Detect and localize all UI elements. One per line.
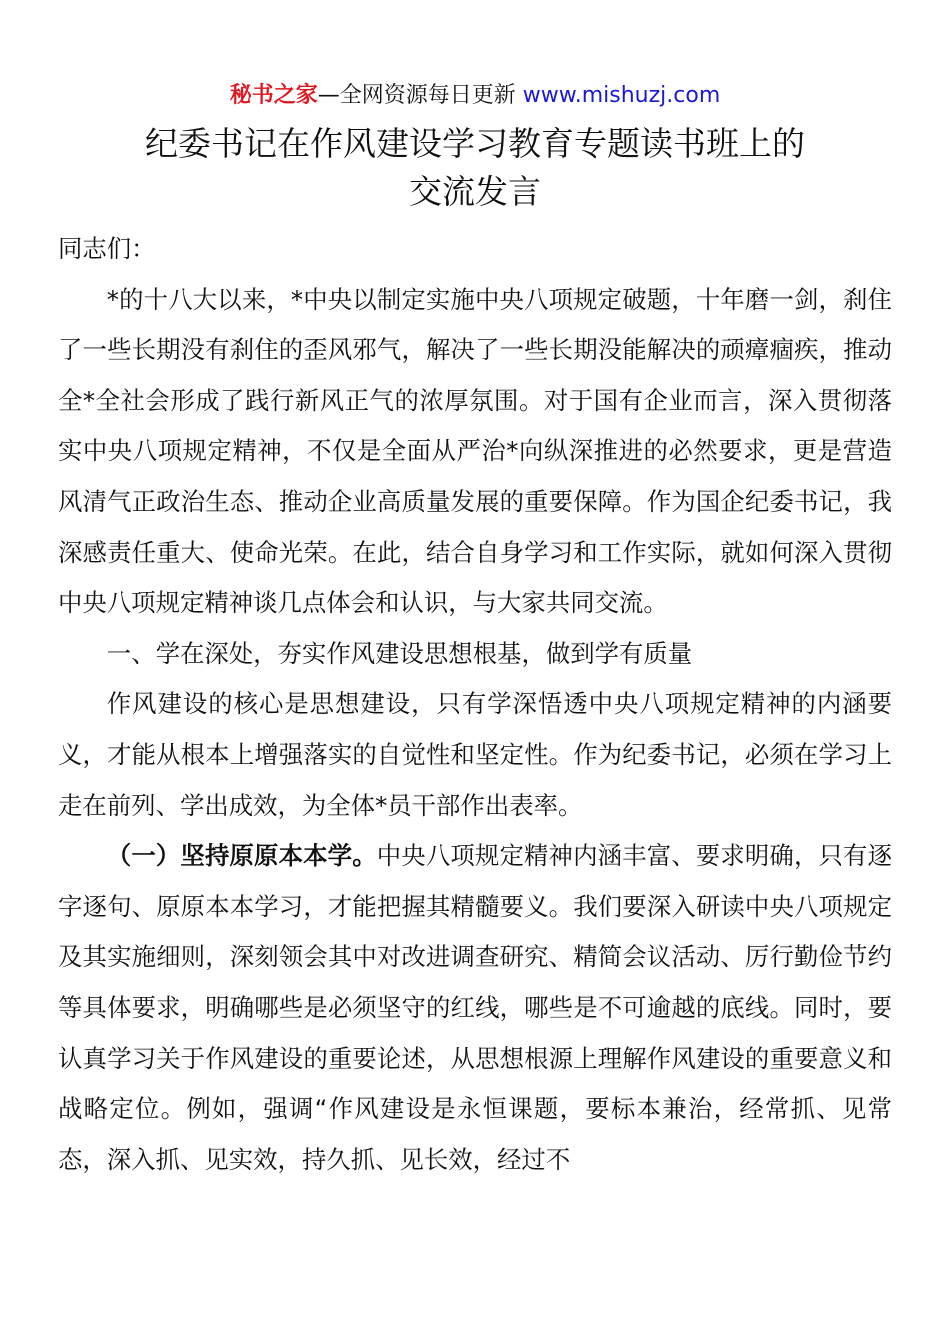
salutation: 同志们： [58,234,156,263]
document-title [0,120,950,216]
site-header [0,80,950,112]
title-line-1: 纪委书记在作风建设学习教育专题读书班上的 [145,124,805,163]
subsection-1-heading: （一）坚持原原本本学。 [106,841,377,871]
paragraph-section-1: 作风建设的核心是思想建设，只有学深悟透中央八项规定精神的内涵要义，才能从根本上增强落实的自觉性和坚定性。作为纪委书记，必须在学习上走在前列、学出成效，为全体*员干部作出表率。 [58,689,892,820]
section-heading-1: 一、学在深处，夯实作风建设思想根基，做到学有质量 [106,638,693,668]
paragraph-subsection-1 [58,831,892,1185]
brand-name: 秘书之家 [229,83,318,108]
title-line-2: 交流发言 [409,172,541,211]
site-url-link[interactable]: www.mishuzj.com [522,83,721,108]
header-tagline: —全网资源每日更新 [317,83,516,108]
subsection-1-text: 中央八项规定精神内涵丰富、要求明确，只有逐字逐句、原原本本学习，才能把握其精髓要义。我们要深入研读中央八项规定及其实施细则，深刻领会其中对改进调查研究、精简会议活动、厉行勤俭节约等具体要求，明确哪些是必须坚守的红线，哪些是不可逾越的底线。同时，要认真学习关于作风建设的重要论述，从思想根源上理解作风建设的重要意义和战略定位。例如，强调“作风建设是永恒课题，要标本兼治，经常抓、见常态，深入抓、见实效，持久抓、见长效，经过不 [58,841,892,1174]
paragraph-intro: *的十八大以来，*中央以制定实施中央八项规定破题，十年磨一剑，刹住了一些长期没有刹住的歪风邪气，解决了一些长期没能解决的顽瘴痼疾，推动全*全社会形成了践行新风正气的浓厚氛围。对于国有企业而言，深入贯彻落实中央八项规定精神，不仅是全面从严治*向纵深推进的必然要求，更是营造风清气正政治生态、推动企业高质量发展的重要保障。作为国企纪委书记，我深感责任重大、使命光荣。在此，结合自身学习和工作实际，就如何深入贯彻中央八项规定精神谈几点体会和认识，与大家共同交流。 [58,284,892,618]
document-body [58,224,892,1185]
